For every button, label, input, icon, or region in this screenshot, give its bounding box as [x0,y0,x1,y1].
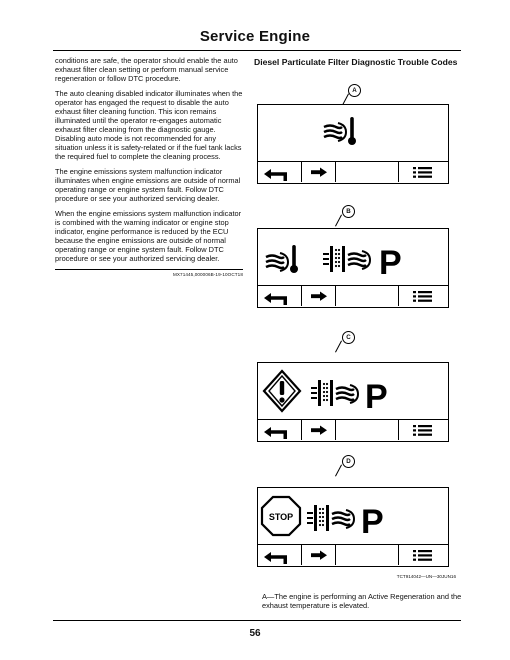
back-arrow-icon [258,545,302,565]
next-arrow-icon [302,286,336,306]
menu-button[interactable] [398,286,448,306]
callout-leader [335,215,342,227]
screen-icons [258,488,448,544]
section-title: Diesel Particulate Filter Diagnostic Trouble Codes [254,57,458,67]
button-bar [258,419,448,441]
menu-button[interactable] [398,420,448,440]
page-title: Service Engine [199,28,311,45]
menu-button[interactable] [398,162,448,182]
callout-c: C [342,331,355,344]
left-column [55,56,243,277]
paragraph: conditions are safe, the operator should enable the auto exhaust filter clean setting or perform manual service regeneration or follow DTC procedure. [55,56,238,83]
menu-list-icon [399,545,449,565]
back-arrow-icon [258,286,302,306]
next-button[interactable] [302,162,336,182]
paragraph: When the engine emissions system malfunction indicator is combined with the warning indicator or engine stop indicator, engine performance is reduced by the ECU because the engine emissions are outside of normal operating range or engine system fault. Follow DTC procedure or see your authorized servicing dealer. [55,209,242,263]
exhaust-filter-icon [307,505,354,531]
caption-prefix: A— [262,592,275,601]
exhaust-filter-icon [311,380,358,406]
back-arrow-icon [258,420,302,440]
paragraph: The auto cleaning disabled indicator illuminates when the operator has engaged the request to disable the auto exhaust filter cleaning function. This icon remains illuminated until the operator re-engages automatic exhaust filter cleaning from the diagnostic gauge. Disabling auto mode is not recommended for any situation unless it is safety-related or if the fuel tank lacks the required fuel to complete the cleaning process. [55,89,243,161]
display-screen-d [257,487,449,567]
callout-a: A [348,84,361,97]
exhaust-filter-icon [323,246,370,272]
next-arrow-icon [302,545,336,565]
menu-list-icon [399,162,449,182]
footer-rule [53,620,461,621]
next-button[interactable] [302,286,336,306]
source-id: MX71445,000006B-19-10OCT18 [172,272,243,277]
caption-text: The engine is performing an Active Regeneration and the exhaust temperature is elevated. [262,592,462,610]
exhaust-temperature-icon [266,245,298,273]
menu-list-icon [399,420,449,440]
figure-id: TCT914042—UN—30JUN16 [396,574,456,579]
next-arrow-icon [302,162,336,182]
button-bar [258,285,448,307]
screen-icons [258,105,448,161]
screen-icons [258,363,448,419]
parked-p-icon: P [361,503,384,541]
callout-leader [335,465,342,477]
next-arrow-icon [302,420,336,440]
callout-d: D [342,455,355,468]
callout-leader [335,341,342,353]
figure-caption [262,592,462,610]
stop-label: STOP [268,512,294,522]
page-number: 56 [249,628,261,639]
back-arrow-icon [258,162,302,182]
display-screen-c [257,362,449,442]
next-button[interactable] [302,545,336,565]
parked-p-icon: P [365,378,388,416]
parked-p-icon: P [379,244,402,282]
callout-b: B [342,205,355,218]
display-screen-a [257,104,449,184]
menu-button[interactable] [398,545,448,565]
warning-diamond-icon [264,371,300,411]
button-bar [258,161,448,183]
screen-icons [258,229,448,285]
back-button[interactable] [258,420,302,440]
back-button[interactable] [258,162,302,182]
button-bar [258,544,448,566]
display-screen-b [257,228,449,308]
back-button[interactable] [258,545,302,565]
menu-list-icon [399,286,449,306]
exhaust-temperature-icon [324,117,356,145]
back-button[interactable] [258,286,302,306]
title-rule [53,50,461,51]
paragraph: The engine emissions system malfunction indicator illuminates when engine emissions are outside of normal operating range or engine system fault. Follow DTC procedure or see your authorized servicing dealer. [55,167,241,203]
stop-sign-icon [262,497,300,535]
source-rule [55,269,243,270]
next-button[interactable] [302,420,336,440]
